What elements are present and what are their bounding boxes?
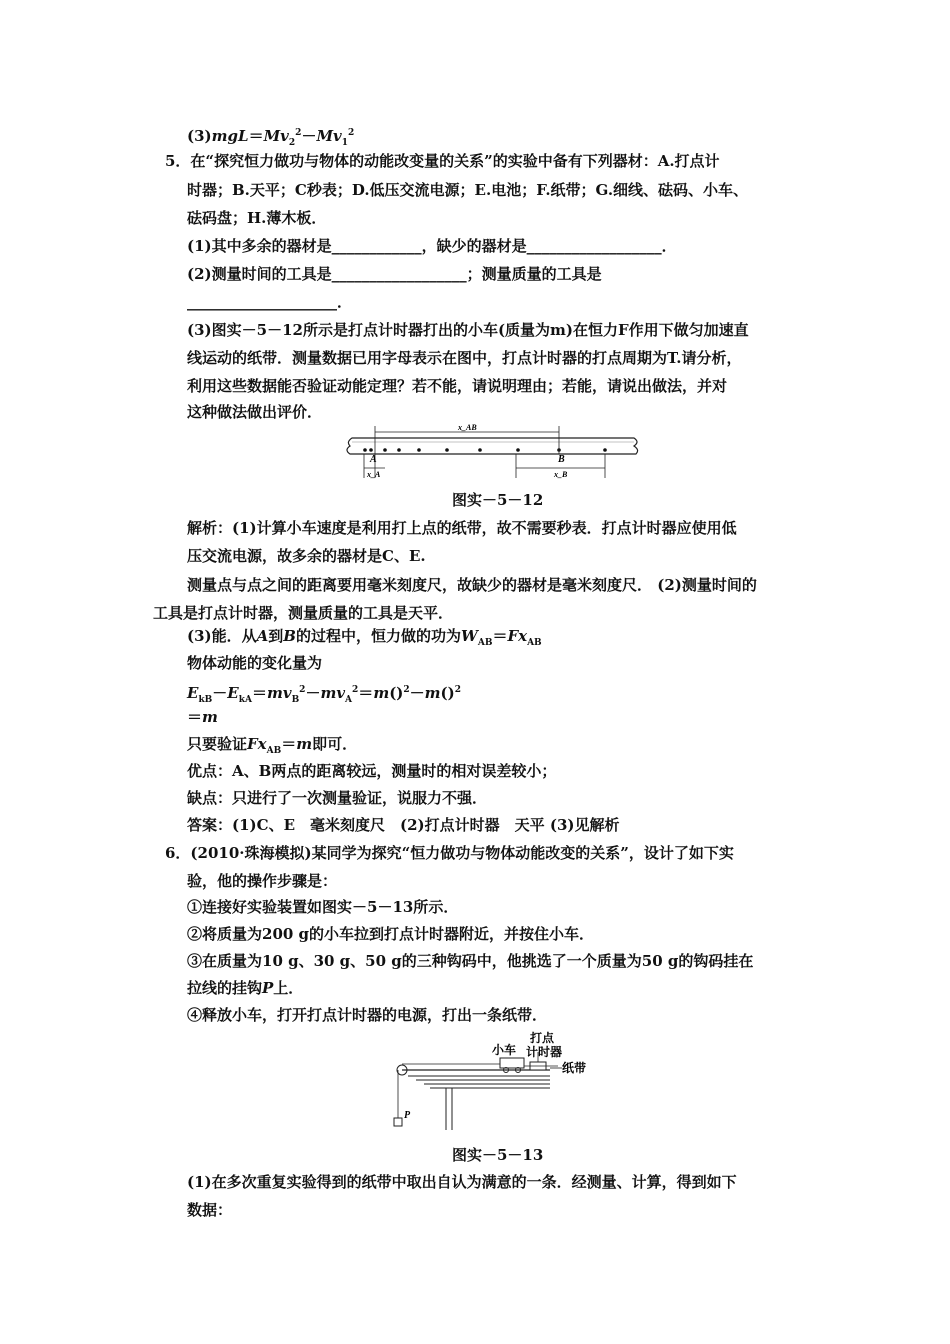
question-5-part-3-line-4: 这种做法做出评价． [187,403,323,421]
label-timer-1: 打点 [530,1031,555,1045]
label-b: B [558,454,565,465]
analysis-line-1: 解析：(1)计算小车速度是利用打上点的纸带，故不需要秒表．打点计时器应使用低 [187,519,737,537]
question-5-line-3: 砝码盘；H.薄木板． [187,209,327,227]
tape-figure [340,420,640,482]
analysis-line-3: 测量点与点之间的距离要用毫米刻度尺，故缺少的器材是毫米刻度尺． (2)测量时间的 [187,576,757,594]
figure-12-caption: 图实－5－12 [452,491,544,509]
analysis-line-11: 缺点：只进行了一次测量验证，说服力不强． [187,789,488,807]
label-timer-2: 计时器 [526,1045,563,1059]
label-xa: x_A [367,470,381,479]
label-cart: 小车 [492,1043,517,1057]
question-5-line-1: 5．在“探究恒力做功与物体的动能改变量的关系”的实验中备有下列器材：A.打点计 [165,152,720,170]
analysis-line-2: 压交流电源，故多余的器材是C、E. [187,547,426,565]
question-6-step-3-cont: 拉线的挂钩P上． [187,979,304,997]
question-6-step-2: ②将质量为200 g的小车拉到打点计时器附近，并按住小车． [187,925,595,943]
question-6-part-1-line-1: (1)在多次重复实验得到的纸带中取出自认为满意的一条．经测量、计算，得到如下 [187,1173,737,1191]
label-p: P [404,1110,411,1121]
question-5-line-2: 时器；B.天平；C秒表；D.低压交流电源；E.电池；F.纸带；G.细线、砝码、小车、 [187,181,749,199]
label-xb: x_B [554,470,568,479]
question-5-part-2: (2)测量时间的工具是__________________；测量质量的工具是 [187,265,602,283]
question-6-line-1: 6．(2010·珠海模拟)某同学为探究“恒力做功与物体动能改变的关系”，设计了如下实 [165,844,734,862]
question-6-step-3: ③在质量为10 g、30 g、50 g的三种钩码中，他挑选了一个质量为50 g的钩码挂在 [187,952,754,970]
question-5-part-3-line-3: 利用这些数据能否验证动能定理？若不能，请说明理由；若能，请说出做法，并对 [187,377,728,395]
text-line: $(3)mgL=Mv_2^2-Mv_1^2$ [187,127,355,148]
analysis-line-5: (3)能．从A到B的过程中，恒力做的功为$W_{AB}=Fx_{AB}$ [187,627,542,648]
question-5-part-3-line-1: (3)图实－5－12所示是打点计时器打出的小车(质量为m)在恒力F作用下做匀加速直 [187,321,749,339]
apparatus-figure [390,1030,600,1138]
question-6-step-1: ①连接好实验装置如图实－5－13所示． [187,898,459,916]
label-a: A [370,454,377,465]
figure-13-caption: 图实－5－13 [452,1146,544,1164]
analysis-line-4: 工具是打点计时器，测量质量的工具是天平． [153,604,454,622]
question-5-part-1: (1)其中多余的器材是____________，缺少的器材是__________________． [187,237,677,255]
analysis-line-7: $E_{kB}-E_{kA}=mv_B^2-mv_A^2=m()^2-m()^2$ [187,684,462,705]
label-tape: 纸带 [562,1061,587,1075]
question-6-line-2: 验，他的操作步骤是： [187,872,338,890]
analysis-line-8: ＝m [187,708,218,726]
question-6-step-4: ④释放小车，打开打点计时器的电源，打出一条纸带． [187,1006,548,1024]
analysis-line-9: 只要验证$Fx_{AB}=m$即可． [187,735,358,756]
question-6-part-1-line-2: 数据： [187,1201,233,1219]
analysis-line-10: 优点：A、B两点的距离较远，测量时的相对误差较小； [187,762,557,780]
answer-line: 答案：(1)C、E 毫米刻度尺 (2)打点计时器 天平 (3)见解析 [187,816,620,834]
analysis-line-6: 物体动能的变化量为 [187,654,323,672]
question-5-part-3-line-2: 线运动的纸带．测量数据已用字母表示在图中，打点计时器的打点周期为T.请分析， [187,349,742,367]
question-5-part-2-blank: ____________________． [187,293,353,311]
label-xab: x_AB [458,423,477,432]
